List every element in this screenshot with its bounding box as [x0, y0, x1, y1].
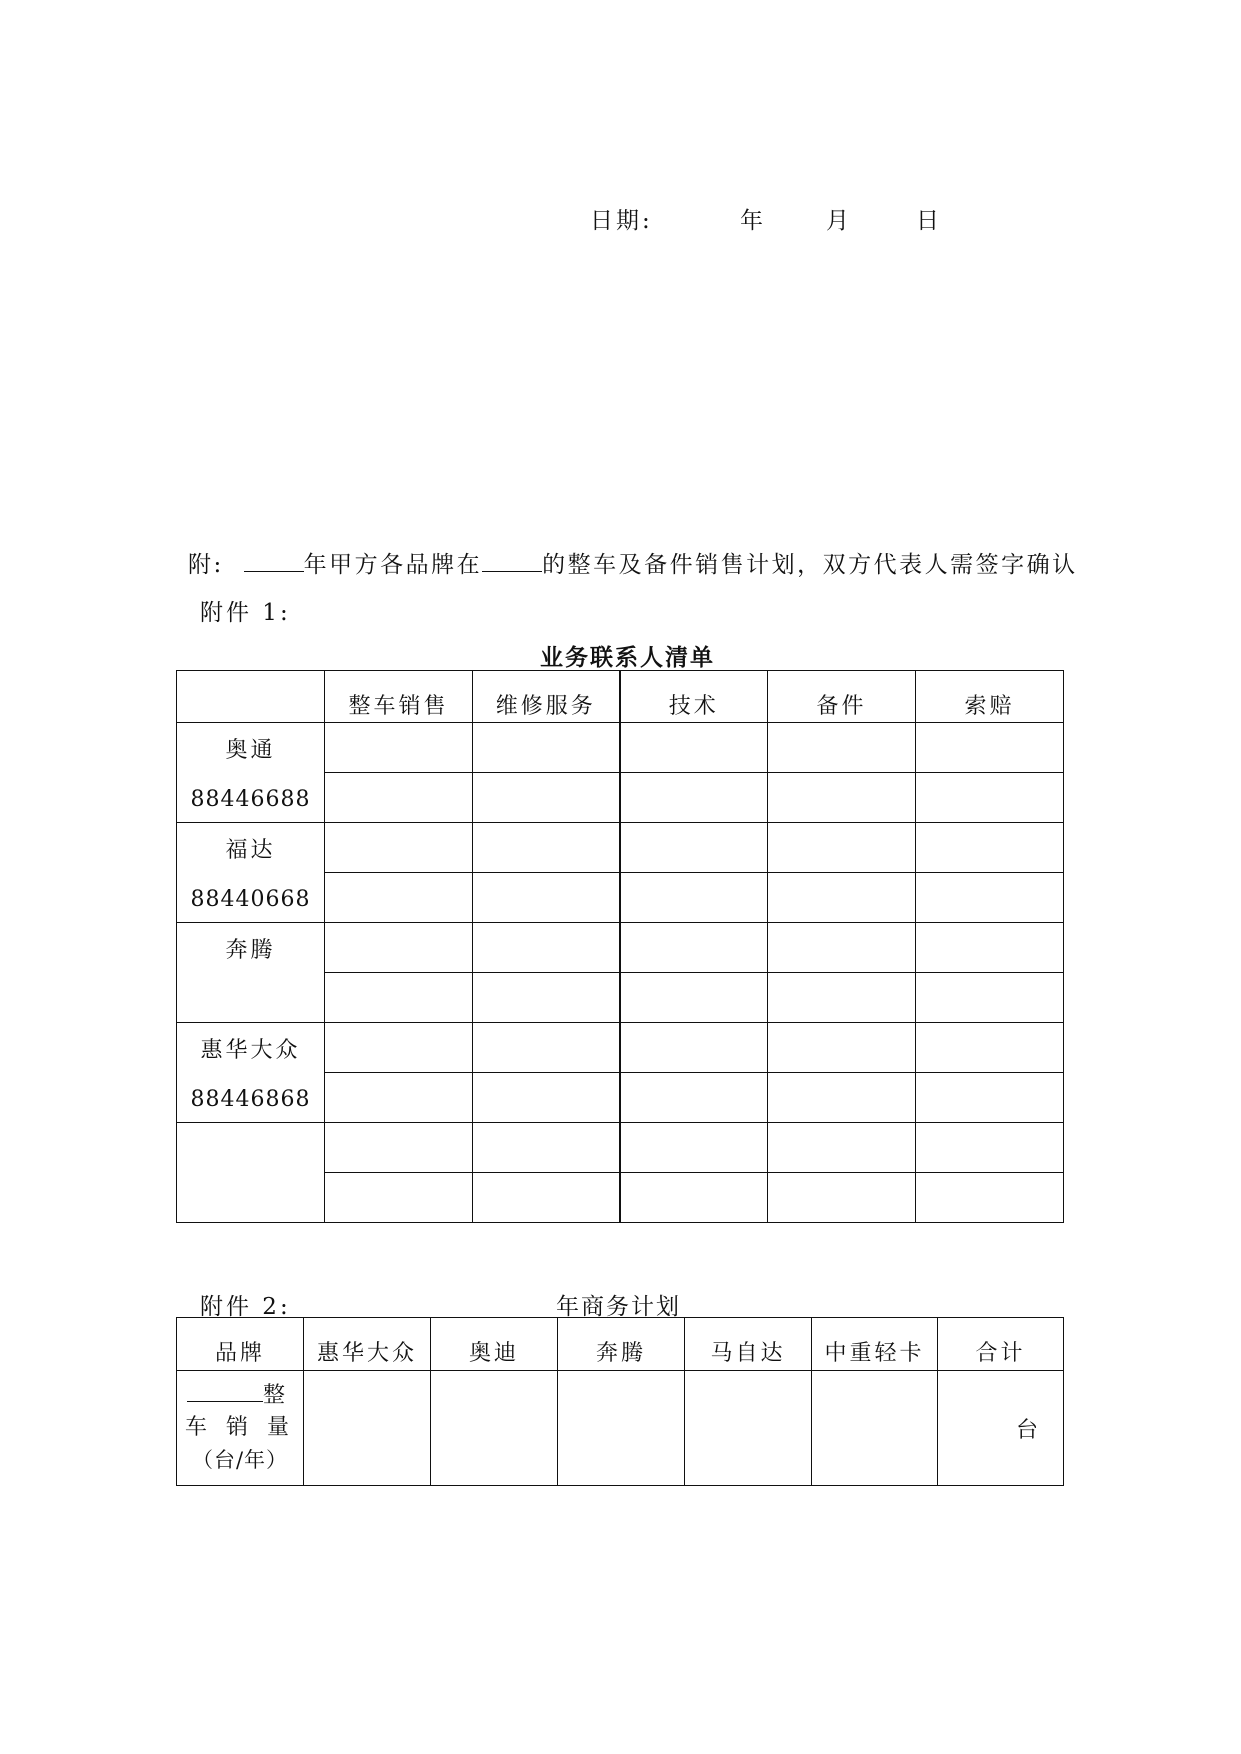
contact-cell[interactable]: [473, 723, 620, 773]
contact-cell[interactable]: [473, 1023, 620, 1073]
table-row: [177, 1023, 1064, 1073]
header-cell-empty: [177, 671, 325, 723]
contact-cell[interactable]: [620, 1023, 768, 1073]
header-brand: 品牌: [177, 1318, 304, 1371]
row-label-line3: （台/年）: [191, 1448, 289, 1472]
contact-cell[interactable]: [473, 873, 620, 923]
header-parts: 备件: [768, 671, 916, 723]
table-row: [177, 723, 1064, 773]
contact-cell[interactable]: [768, 823, 916, 873]
contact-cell[interactable]: [325, 773, 473, 823]
brand-phone: 88446688: [190, 787, 311, 812]
header-claims: 索赔: [916, 671, 1064, 723]
location-blank: [482, 549, 542, 572]
contact-cell[interactable]: [768, 1123, 916, 1173]
business-plan-table: [176, 1317, 1064, 1486]
contact-cell[interactable]: [768, 973, 916, 1023]
date-day: 日: [916, 208, 942, 234]
contact-cell[interactable]: [620, 923, 768, 973]
contact-cell[interactable]: [620, 1173, 768, 1223]
table-row: [177, 1123, 1064, 1173]
attachment2-label: 附件 2:: [200, 1294, 291, 1320]
plan-cell[interactable]: [812, 1371, 938, 1486]
date-month: 月: [826, 208, 852, 234]
contact-cell[interactable]: [916, 1123, 1064, 1173]
plan-row: [177, 1371, 1064, 1486]
contact-cell[interactable]: [325, 873, 473, 923]
brand-name: 奔腾: [225, 938, 276, 963]
contact-cell[interactable]: [325, 1173, 473, 1223]
header-trucks: 中重轻卡: [812, 1318, 938, 1371]
contact-cell[interactable]: [916, 823, 1064, 873]
attachment-note: [188, 546, 1078, 579]
contact-cell[interactable]: [916, 873, 1064, 923]
date-label: 日期:: [590, 208, 653, 234]
attachment1-label: 附件 1:: [200, 600, 291, 626]
contact-cell[interactable]: [473, 1123, 620, 1173]
header-audi: 奥迪: [431, 1318, 558, 1371]
header-mazda: 马自达: [685, 1318, 812, 1371]
brand-cell: [177, 1023, 325, 1123]
brand-name: [177, 1123, 324, 1172]
contact-cell[interactable]: [768, 1173, 916, 1223]
date-line: [590, 202, 653, 235]
brand-phone: 88446868: [190, 1087, 311, 1112]
contact-cell[interactable]: [325, 923, 473, 973]
attachment2-title: 年商务计划: [556, 1294, 681, 1320]
brand-cell: [177, 923, 325, 1023]
plan-header-row: [177, 1318, 1064, 1371]
contact-cell[interactable]: [473, 823, 620, 873]
total-cell[interactable]: [938, 1371, 1064, 1486]
contacts-table: [176, 670, 1064, 1223]
plan-cell[interactable]: [685, 1371, 812, 1486]
contact-cell[interactable]: [768, 723, 916, 773]
table-header-row: [177, 671, 1064, 723]
brand-name: 奥通: [225, 738, 276, 763]
contact-cell[interactable]: [473, 1173, 620, 1223]
contact-cell[interactable]: [473, 773, 620, 823]
contact-cell[interactable]: [325, 1023, 473, 1073]
note-part1: 年甲方各品牌在: [303, 552, 483, 578]
contact-cell[interactable]: [620, 873, 768, 923]
row-label-line2: 车 销 量: [185, 1415, 295, 1440]
contact-cell[interactable]: [768, 923, 916, 973]
header-total: 合计: [938, 1318, 1064, 1371]
row-label-cell: [177, 1371, 304, 1486]
note-part2: 的整车及备件销售计划，双方代表人需签字确认: [542, 552, 1078, 578]
contact-cell[interactable]: [916, 1073, 1064, 1123]
date-year: 年: [740, 208, 766, 234]
header-huihua-vw: 惠华大众: [304, 1318, 431, 1371]
plan-cell[interactable]: [558, 1371, 685, 1486]
table-row: [177, 823, 1064, 873]
contact-cell[interactable]: [916, 723, 1064, 773]
attachment1-title: 业务联系人清单: [540, 644, 715, 671]
header-repair-service: 维修服务: [473, 671, 620, 723]
contact-cell[interactable]: [473, 923, 620, 973]
contact-cell[interactable]: [620, 1123, 768, 1173]
contact-cell[interactable]: [620, 723, 768, 773]
note-prefix: 附:: [188, 552, 224, 578]
contact-cell[interactable]: [620, 823, 768, 873]
header-besturn: 奔腾: [558, 1318, 685, 1371]
brand-name: 福达: [225, 838, 276, 863]
contact-cell[interactable]: [620, 1073, 768, 1123]
contact-cell[interactable]: [325, 723, 473, 773]
contact-cell[interactable]: [768, 1023, 916, 1073]
header-vehicle-sales: 整车销售: [325, 671, 473, 723]
brand-cell: [177, 723, 325, 823]
plan-cell[interactable]: [431, 1371, 558, 1486]
contact-cell[interactable]: [325, 823, 473, 873]
year-blank: [244, 549, 304, 572]
brand-cell: [177, 823, 325, 923]
brand-cell: [177, 1123, 325, 1223]
contact-cell[interactable]: [768, 1073, 916, 1123]
row-label-text1: 整: [262, 1383, 287, 1408]
table-row: [177, 923, 1064, 973]
contact-cell[interactable]: [916, 1173, 1064, 1223]
brand-name: 惠华大众: [200, 1038, 301, 1063]
contact-cell[interactable]: [473, 973, 620, 1023]
year-blank: [187, 1381, 263, 1402]
contact-cell[interactable]: [620, 773, 768, 823]
contact-cell[interactable]: [473, 1073, 620, 1123]
contact-cell[interactable]: [768, 873, 916, 923]
brand-phone: 88440668: [190, 887, 311, 912]
brand-phone: [177, 972, 324, 1021]
contact-cell[interactable]: [325, 1123, 473, 1173]
contact-cell[interactable]: [325, 973, 473, 1023]
brand-phone: [177, 1172, 324, 1221]
contact-cell[interactable]: [916, 973, 1064, 1023]
contact-cell[interactable]: [916, 1023, 1064, 1073]
header-technical: 技术: [620, 671, 768, 723]
contact-cell[interactable]: [620, 973, 768, 1023]
row-label-line1: [177, 1380, 303, 1412]
contact-cell[interactable]: [768, 773, 916, 823]
contact-cell[interactable]: [916, 923, 1064, 973]
contact-cell[interactable]: [325, 1073, 473, 1123]
plan-cell[interactable]: [304, 1371, 431, 1486]
contact-cell[interactable]: [916, 773, 1064, 823]
total-unit: 台: [1015, 1417, 1041, 1443]
